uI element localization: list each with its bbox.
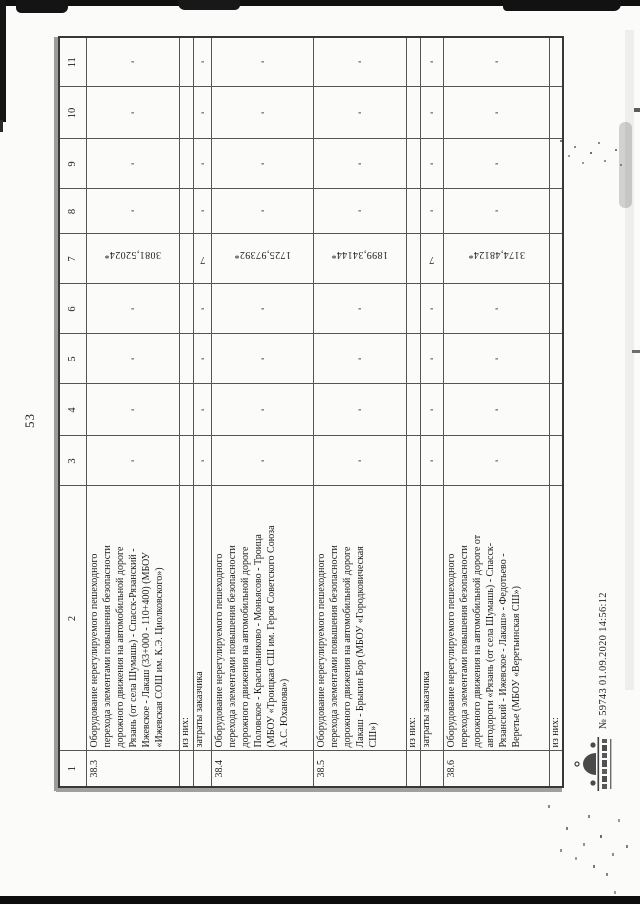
value-cell — [179, 284, 193, 334]
value-cell — [549, 334, 563, 384]
value-cell — [193, 37, 211, 87]
value-cell — [313, 37, 406, 87]
value-cell — [420, 384, 443, 436]
description-text: затраты заказчика — [420, 671, 432, 748]
stamp-registration-text: № 59743 01.09.2020 14:56:12 — [598, 592, 609, 729]
value-text: - — [200, 206, 204, 218]
value-cell — [406, 234, 420, 284]
value-cell — [313, 87, 406, 139]
value-cell — [86, 384, 179, 436]
value-cell — [211, 334, 313, 384]
value-text: - — [200, 455, 204, 467]
scan-tick-artifact — [632, 350, 640, 353]
value-text: - — [130, 158, 135, 170]
value-text: - — [130, 107, 135, 119]
value-cell — [313, 436, 406, 486]
budget-table — [58, 36, 564, 788]
row-number-cell — [420, 751, 443, 787]
scan-blob-artifact — [16, 0, 68, 13]
scan-shadow-artifact — [625, 30, 634, 690]
value-text: - — [494, 404, 498, 416]
value-cell — [211, 284, 313, 334]
description-text: Оборудование нерегулируемого пешеходного перехода элементами повышения безопасности дорожного движения на автомобильной дороге Рязань (от села Шумашь) - Спасск-Рязанский - Ижевское - Лакаш (33+000 - 110+400) (МБОУ «Ижевская СОШ им. К.Э. Циолковского») — [88, 545, 165, 748]
description-cell — [420, 486, 443, 751]
scan-edge-artifact — [0, 896, 640, 904]
value-text: - — [200, 107, 204, 119]
value-cell — [86, 334, 179, 384]
value-text: - — [429, 158, 434, 170]
value-cell — [443, 384, 549, 436]
value-cell — [313, 139, 406, 189]
value-cell — [420, 139, 443, 189]
value-text: - — [357, 455, 362, 467]
table-row — [549, 37, 563, 787]
description-cell — [179, 486, 193, 751]
value-cell — [443, 436, 549, 486]
budget-table-wrapper — [58, 36, 564, 788]
value-cell — [179, 87, 193, 139]
value-text: - — [130, 56, 135, 68]
value-cell — [406, 436, 420, 486]
value-text: - — [200, 404, 204, 416]
value-cell — [211, 384, 313, 436]
value-cell — [406, 189, 420, 234]
value-cell — [549, 284, 563, 334]
column-header: 8 — [59, 189, 86, 234]
table-row — [193, 37, 211, 787]
row-number-cell: 38.3 — [86, 751, 179, 787]
row-number-cell: 38.5 — [313, 751, 406, 787]
column-header: 7 — [59, 234, 86, 284]
table-row — [443, 37, 549, 787]
value-cell — [549, 87, 563, 139]
description-cell — [86, 486, 179, 751]
value-cell — [211, 436, 313, 486]
value-text: - — [429, 56, 434, 68]
value-text: - — [494, 303, 498, 315]
description-cell — [193, 486, 211, 751]
table-row — [179, 37, 193, 787]
value-text: - — [429, 107, 434, 119]
scan-blob-artifact — [503, 0, 621, 11]
value-text: - — [357, 107, 362, 119]
scan-blob-artifact — [178, 0, 240, 10]
value-cell — [443, 334, 549, 384]
value-cell — [313, 284, 406, 334]
value-cell — [211, 189, 313, 234]
value-text: - — [260, 158, 264, 170]
value-text: - — [357, 353, 362, 365]
value-text: - — [429, 206, 434, 218]
value-text: - — [494, 56, 498, 68]
value-cell — [443, 37, 549, 87]
value-text: - — [200, 353, 204, 365]
value-cell — [193, 334, 211, 384]
scan-speckle-artifact — [548, 805, 550, 808]
value-text: - — [130, 404, 135, 416]
value-text: 3174,48124* — [467, 249, 525, 261]
value-text: - — [494, 455, 498, 467]
value-cell — [406, 284, 420, 334]
description-text: из них: — [406, 717, 418, 748]
scan-tick-artifact — [634, 108, 640, 112]
value-cell — [549, 37, 563, 87]
value-cell — [443, 87, 549, 139]
description-text: из них: — [549, 717, 561, 748]
value-cell — [86, 436, 179, 486]
column-header: 9 — [59, 139, 86, 189]
table-row — [313, 37, 406, 787]
value-cell — [179, 234, 193, 284]
value-text: - — [260, 404, 264, 416]
value-text: - — [494, 353, 498, 365]
value-cell — [193, 87, 211, 139]
column-header: 11 — [59, 37, 86, 87]
scan-line-artifact — [56, 788, 562, 792]
column-header: 3 — [59, 436, 86, 486]
value-text: - — [357, 303, 362, 315]
value-cell — [406, 87, 420, 139]
row-number-cell — [406, 751, 420, 787]
description-cell — [549, 486, 563, 751]
table-row — [420, 37, 443, 787]
value-cell — [313, 334, 406, 384]
value-text: 7 — [428, 253, 435, 265]
value-text: - — [130, 303, 135, 315]
value-cell — [86, 284, 179, 334]
value-text: 1725,97392* — [233, 249, 291, 261]
column-header: 1 — [59, 751, 86, 787]
value-text: - — [429, 455, 434, 467]
value-cell — [179, 436, 193, 486]
description-text: из них: — [179, 717, 191, 748]
value-cell — [86, 87, 179, 139]
table-row — [406, 37, 420, 787]
value-cell — [443, 234, 549, 284]
value-cell — [211, 87, 313, 139]
scan-edge-artifact — [0, 0, 6, 122]
value-text: - — [260, 353, 264, 365]
value-text: - — [260, 455, 264, 467]
value-cell — [420, 189, 443, 234]
value-text: - — [200, 56, 204, 68]
value-text: 1899,34144* — [331, 249, 388, 261]
value-cell — [193, 189, 211, 234]
value-cell — [86, 234, 179, 284]
value-cell — [86, 139, 179, 189]
value-cell — [549, 139, 563, 189]
value-cell — [406, 37, 420, 87]
value-cell — [406, 384, 420, 436]
value-cell — [193, 436, 211, 486]
column-header: 5 — [59, 334, 86, 384]
column-header: 2 — [59, 486, 86, 751]
value-cell — [549, 384, 563, 436]
description-cell — [443, 486, 549, 751]
value-text: 7 — [199, 253, 205, 265]
value-cell — [193, 139, 211, 189]
value-text: - — [260, 107, 264, 119]
value-text: - — [429, 303, 434, 315]
value-cell — [313, 384, 406, 436]
value-cell — [443, 139, 549, 189]
value-text: - — [130, 353, 135, 365]
value-text: - — [260, 56, 264, 68]
value-text: - — [357, 404, 362, 416]
page-number: 53 — [22, 413, 37, 428]
value-cell — [420, 87, 443, 139]
value-text: - — [130, 455, 135, 467]
column-header: 10 — [59, 87, 86, 139]
value-cell — [313, 189, 406, 234]
government-emblem-icon — [570, 733, 622, 795]
table-row — [86, 37, 179, 787]
description-text: Оборудование нерегулируемого пешеходного перехода элементами повышения безопасности дорожного движения на автомобильной дороге от автодороги «Рязань (от села Шумашь) - Спасск-Рязанский - Ижевское - Лакаш» - Федотьево - Веретье (МБОУ «Веретьинская СШ») — [445, 534, 522, 748]
value-cell — [406, 139, 420, 189]
value-text: - — [200, 158, 204, 170]
value-cell — [193, 384, 211, 436]
value-text: - — [260, 303, 264, 315]
row-number-cell: 38.6 — [443, 751, 549, 787]
value-cell — [211, 139, 313, 189]
value-cell — [420, 234, 443, 284]
table-row — [211, 37, 313, 787]
row-number-cell — [549, 751, 563, 787]
value-text: - — [260, 206, 264, 218]
value-text: - — [357, 206, 362, 218]
row-number-cell: 38.4 — [211, 751, 313, 787]
registration-stamp — [570, 545, 632, 795]
scan-edge-artifact — [0, 120, 3, 132]
value-text: - — [130, 206, 135, 218]
value-cell — [443, 284, 549, 334]
value-text: 3081,52024* — [104, 249, 161, 261]
description-cell — [211, 486, 313, 751]
value-cell — [179, 334, 193, 384]
description-text: затраты заказчика — [193, 671, 205, 748]
value-cell — [86, 189, 179, 234]
value-text: - — [494, 107, 498, 119]
value-cell — [193, 234, 211, 284]
value-cell — [549, 234, 563, 284]
description-cell — [406, 486, 420, 751]
value-text: - — [357, 56, 362, 68]
value-text: - — [200, 303, 204, 315]
value-cell — [443, 189, 549, 234]
description-text: Оборудование нерегулируемого пешеходного перехода элементами повышения безопасности дорожного движения на автомобильной дороге Половское - Красильниково - Моньясово - Троица (МБОУ «Троицкая СШ им. Героя Советского Союза А.С. Юханова») — [213, 525, 290, 748]
value-cell — [406, 334, 420, 384]
row-number-cell — [179, 751, 193, 787]
column-header: 6 — [59, 284, 86, 334]
value-text: - — [494, 206, 498, 218]
value-cell — [549, 436, 563, 486]
value-text: - — [429, 353, 434, 365]
value-cell — [179, 189, 193, 234]
value-cell — [420, 436, 443, 486]
value-text: - — [357, 158, 362, 170]
value-cell — [179, 37, 193, 87]
value-cell — [86, 37, 179, 87]
row-number-cell — [193, 751, 211, 787]
scan-speckle-artifact — [560, 140, 562, 142]
value-cell — [211, 37, 313, 87]
value-text: - — [494, 158, 498, 170]
table-header-row — [59, 37, 86, 787]
value-cell — [313, 234, 406, 284]
value-cell — [420, 334, 443, 384]
value-cell — [549, 189, 563, 234]
description-text: Оборудование нерегулируемого пешеходного перехода элементами повышения безопасности дорожного движения на автомобильной дороге Лакаш - Брыкин Бор (МБОУ «Городковическая СШ») — [315, 545, 379, 748]
value-cell — [193, 284, 211, 334]
value-cell — [179, 139, 193, 189]
value-cell — [420, 284, 443, 334]
value-cell — [211, 234, 313, 284]
value-cell — [179, 384, 193, 436]
value-text: - — [429, 404, 434, 416]
value-cell — [420, 37, 443, 87]
column-header: 4 — [59, 384, 86, 436]
description-cell — [313, 486, 406, 751]
